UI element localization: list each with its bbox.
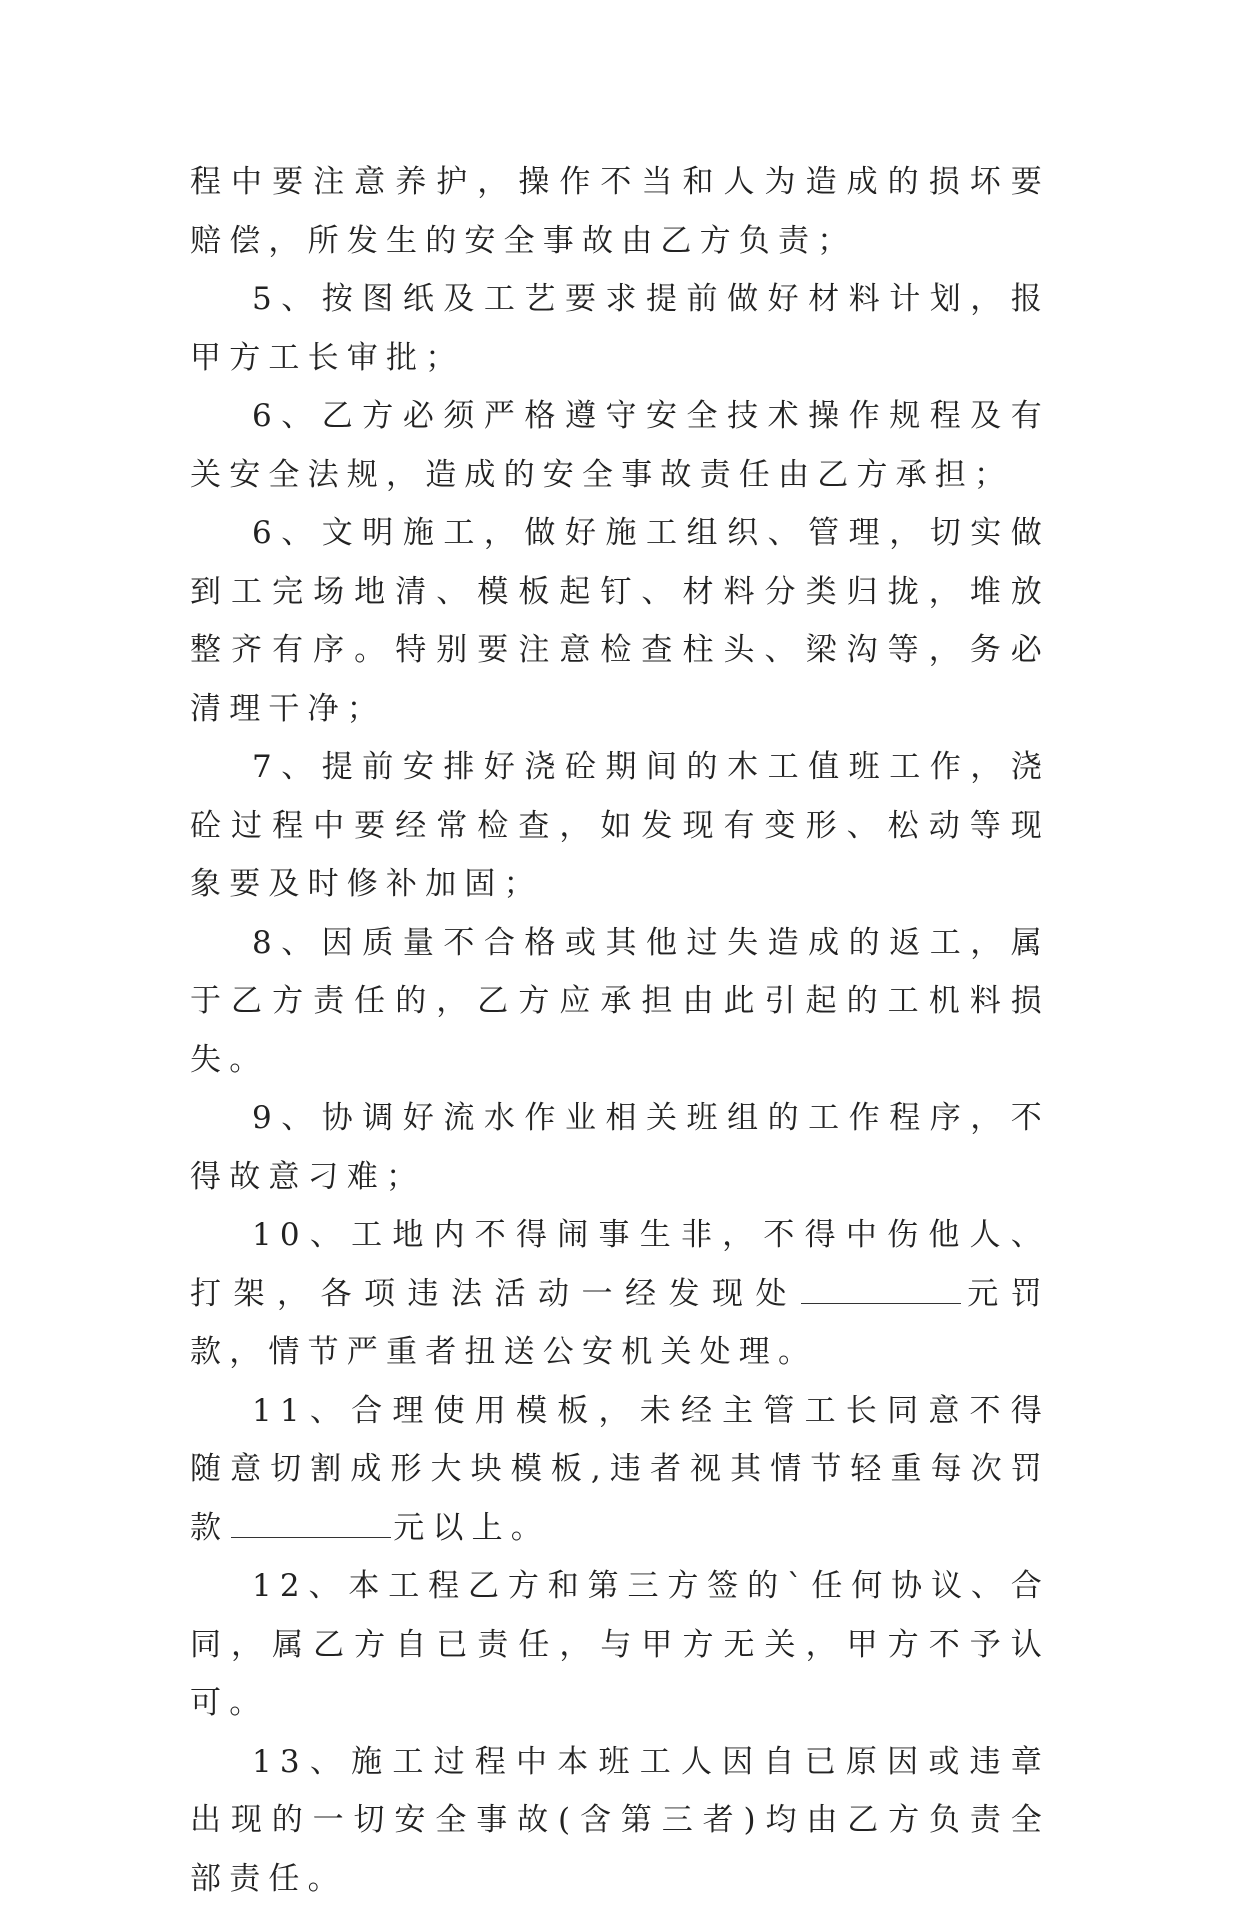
clause-7 [190, 738, 1050, 914]
clause-6-civilized-construction [190, 504, 1050, 738]
paragraph-text: 程中要注意养护，操作不当和人为造成的损坏要赔偿，所发生的安全事故由乙方负责； [190, 164, 1050, 259]
paragraph-text: 8、因质量不合格或其他过失造成的返工，属于乙方责任的，乙方应承担由此引起的工机料损失。 [190, 925, 1050, 1078]
paragraph-text: 7、提前安排好浇砼期间的木工值班工作，浇砼过程中要经常检查，如发现有变形、松动等现象要及时修补加固； [190, 749, 1050, 902]
clause-10 [190, 1206, 1050, 1382]
paragraph-text: 10、工地内不得闹事生非，不得中伤他人、打架，各项违法活动一经发现处 [190, 1217, 1050, 1312]
fine-amount-blank[interactable] [231, 1511, 391, 1538]
paragraph-text: 13、施工过程中本班工人因自已原因或违章出现的一切安全事故(含第三者)均由乙方负责全部责任。 [190, 1744, 1050, 1897]
document-body [190, 153, 1050, 1908]
paragraph-text: 元以上。 [393, 1510, 550, 1546]
clause-13 [190, 1733, 1050, 1908]
clause-8 [190, 914, 1050, 1090]
paragraph-text: 12、本工程乙方和第三方签的`任何协议、合同，属乙方自已责任，与甲方无关，甲方不予认可。 [190, 1568, 1050, 1721]
paragraph-text: 11、合理使用模板，未经主管工长同意不得随意切割成形大块模板,违者视其情节轻重每次罚款 [190, 1393, 1050, 1546]
paragraph-continuation [190, 153, 1050, 270]
paragraph-text: 5、按图纸及工艺要求提前做好材料计划，报甲方工长审批； [190, 281, 1050, 376]
paragraph-text: 9、协调好流水作业相关班组的工作程序，不得故意刁难； [190, 1100, 1050, 1195]
clause-6-safety [190, 387, 1050, 504]
clause-12 [190, 1557, 1050, 1733]
fine-amount-blank[interactable] [801, 1277, 961, 1304]
paragraph-text: 元罚款，情节严重者扭送公安机关处理。 [190, 1276, 1050, 1371]
paragraph-text: 6、乙方必须严格遵守安全技术操作规程及有关安全法规，造成的安全事故责任由乙方承担； [190, 398, 1050, 493]
paragraph-text: 6、文明施工，做好施工组织、管理，切实做到工完场地清、模板起钉、材料分类归拢，堆放整齐有序。特别要注意检查柱头、梁沟等，务必清理干净； [190, 515, 1050, 727]
clause-9 [190, 1089, 1050, 1206]
clause-5 [190, 270, 1050, 387]
clause-11 [190, 1382, 1050, 1558]
